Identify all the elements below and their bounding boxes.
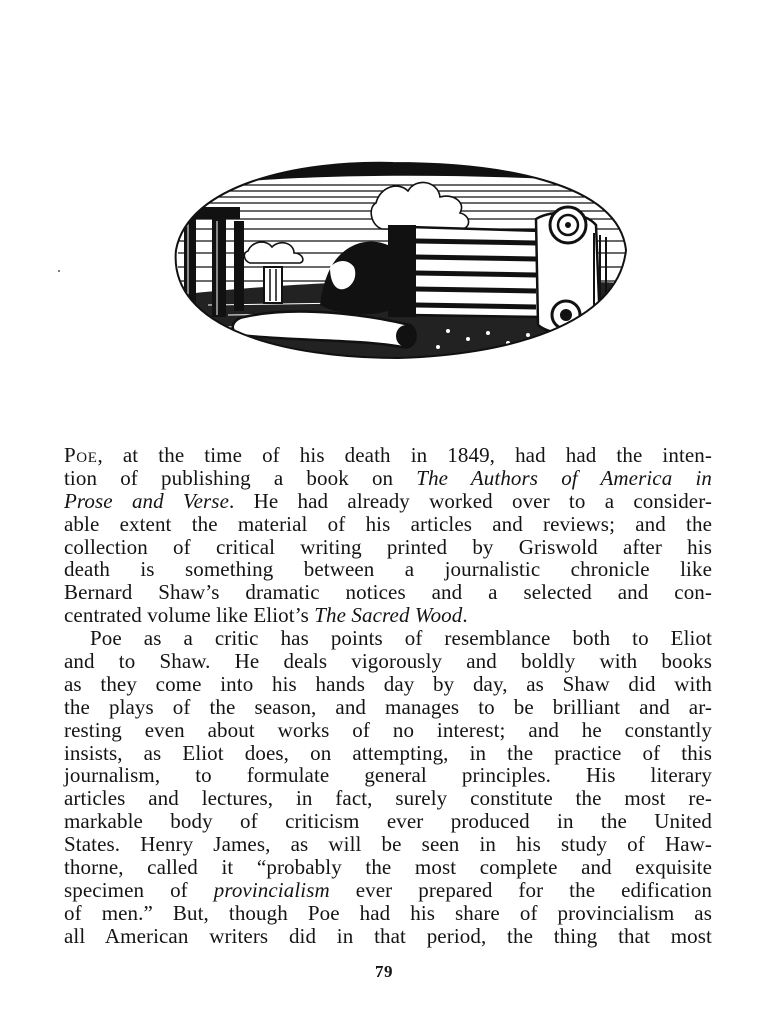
text-run: journalism, to formulate general principles. His literary [64, 763, 712, 788]
text-line [64, 719, 712, 742]
text-line [64, 833, 712, 856]
text-run: death is something between a journalistic chronicle like [64, 557, 712, 582]
text-line [64, 673, 712, 696]
text-run: tion of publishing a book on [64, 465, 417, 490]
text-run: Bernard Shaw’s dramatic notices and a selected and con- [64, 580, 712, 605]
text-line [64, 444, 712, 467]
text-line [64, 558, 712, 581]
text-run: , at the time of his death in 1849, had had the inten- [97, 443, 712, 467]
text-run: of men.” But, though Poe had his share of provincialism as [64, 900, 712, 925]
text-line [64, 513, 712, 536]
text-run: the plays of the season, and manages to be brilliant and ar- [64, 694, 712, 719]
text-line [64, 627, 712, 650]
text-run: States. Henry James, as will be seen in his study of Haw- [64, 832, 712, 857]
text-line [64, 467, 712, 490]
text-line [64, 536, 712, 559]
text-run: all American writers did in that period, the thing that most [64, 923, 712, 948]
classical-ruins-vignette-icon [148, 155, 630, 367]
text-line [64, 925, 712, 948]
text-run: centrated volume like Eliot’s [64, 603, 315, 628]
text-run: as they come into his hands day by day, as Shaw did with [64, 671, 712, 696]
italic-text: Prose and Verse [64, 488, 229, 513]
text-run: collection of critical writing printed by Griswold after his [64, 534, 712, 559]
text-run: ever prepared for the edification [329, 877, 712, 902]
text-line [64, 856, 712, 879]
text-run: and to Shaw. He deals vigorously and boldly with books [64, 649, 712, 674]
text-run: . He had already worked over to a consider- [229, 488, 712, 513]
text-line [64, 742, 712, 765]
page-number: 79 [375, 962, 393, 981]
text-run: markable body of criticism ever produced in the United [64, 809, 712, 834]
text-line [64, 650, 712, 673]
italic-text: The Sacred Wood [314, 603, 463, 628]
text-line [64, 604, 712, 627]
italic-text: The Authors of America in [416, 465, 713, 490]
text-run: Poe as a critic has points of resemblance both to Eliot [90, 626, 712, 651]
text-line [64, 879, 712, 902]
text-line [64, 764, 712, 787]
text-line [64, 810, 712, 833]
text-line [64, 490, 712, 513]
stray-dot [58, 270, 60, 272]
text-run: . [462, 603, 468, 628]
text-line [64, 787, 712, 810]
italic-text: provincialism [213, 877, 330, 902]
text-line [64, 581, 712, 604]
illustration [148, 155, 630, 367]
body-text [64, 444, 712, 948]
text-run: able extent the material of his articles and reviews; and the [64, 511, 712, 536]
text-line [64, 902, 712, 925]
text-run: resting even about works of no interest; and he constantly [64, 717, 712, 742]
text-run: articles and lectures, in fact, surely constitute the most re- [64, 786, 712, 811]
text-run: thorne, called it “probably the most complete and exquisite [64, 855, 712, 880]
text-line [64, 696, 712, 719]
text-run: specimen of [64, 877, 214, 902]
small-caps-text: Poe [64, 443, 98, 467]
text-run: insists, as Eliot does, on attempting, in the practice of this [64, 740, 712, 765]
